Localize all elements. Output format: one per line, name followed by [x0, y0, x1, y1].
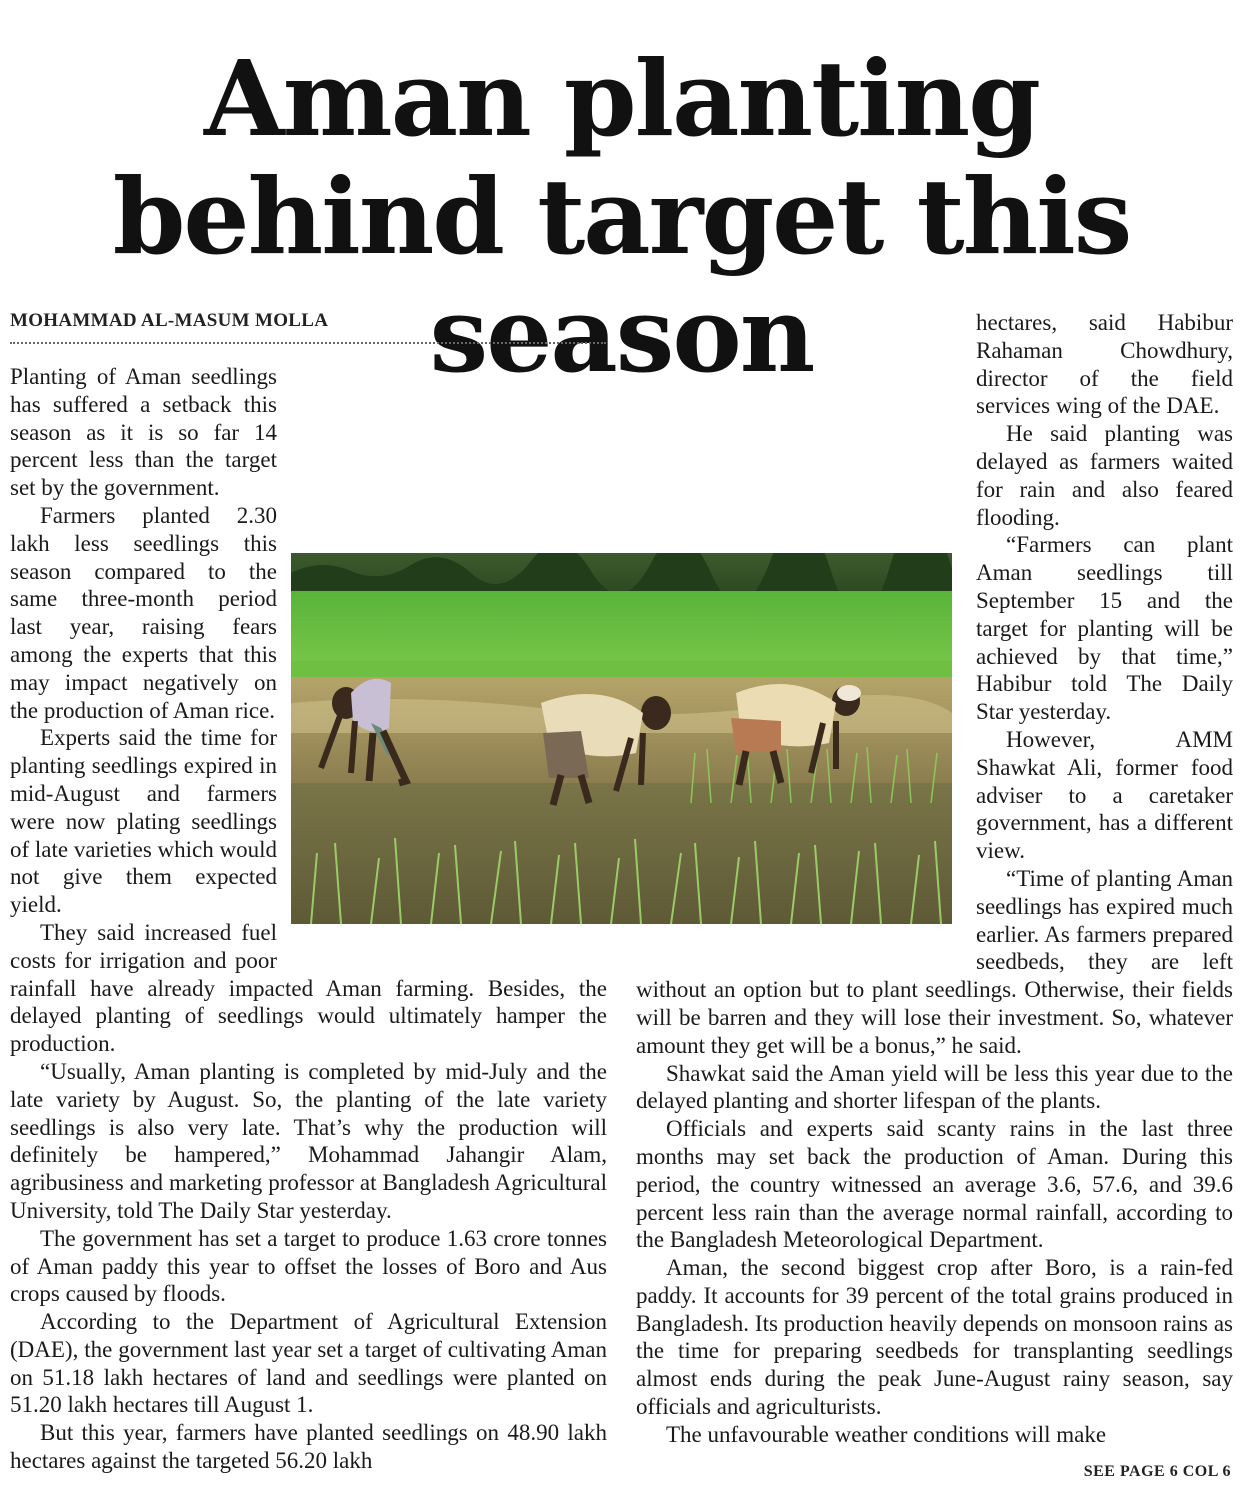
headline: Aman planting behind target this season [112, 37, 1131, 396]
paragraph: The government has set a target to produce 1.63 crore tonnes of Aman paddy this year to offset the losses of Boro and Aus crops caused by floods. [10, 1225, 607, 1307]
paragraph: Farmers planted 2.30 lakh less seedlings this season compared to the same three-month period last year, raising fears among the experts that this may impact negatively on the production of Aman rice. [10, 502, 277, 723]
paragraph: They said increased fuel costs for irrigation and poor rainfall have already impacted Aman farming. Besides, the delayed planting of seedlings would ultimately hamper the production. [10, 919, 607, 1057]
continuation-note: SEE PAGE 6 COL 6 [1083, 1463, 1231, 1480]
paragraph: But this year, farmers have planted seedlings on 48.90 lakh hectares against the targeted 56.20 lakh [10, 1420, 607, 1474]
paragraph: He said planting was delayed as farmers waited for rain and also feared flooding. [976, 421, 1233, 530]
paragraph: “Time of planting Aman seedlings has expired much earlier. As farmers prepared seedbeds, they are left without an option but to plant seedlings. Otherwise, their fields will be barren and they will lose their investment. So, whatever amount they get will be a bonus,” he said. [636, 865, 1233, 1058]
paragraph: Experts said the time for planting seedlings expired in mid-August and farmers were now plating seedlings of late varieties which would not give them expected yield. [10, 725, 277, 918]
paragraph: Officials and experts said scanty rains in the last three months may set back the production of Aman. During this period, the country witnessed an average 3.6, 57.6, and 39.6 percent less rain than the average normal rainfall, according to the Bangladesh Meteorological Department. [636, 1116, 1233, 1253]
paragraph: The unfavourable weather conditions will make [666, 1421, 1107, 1447]
paragraph: Planting of Aman seedlings has suffered a setback this season as it is so far 14 percent less than the target set by the government. [10, 364, 277, 501]
paragraph: According to the Department of Agricultural Extension (DAE), the government last year set a target of cultivating Aman on 51.18 lakh hectares of land and seedlings were planted on 51.20 lakh hectares till August 1. [10, 1309, 607, 1418]
paragraph: Aman, the second biggest crop after Boro, is a rain-fed paddy. It accounts for 39 percent of the total grains produced in Bangladesh. Its production heavily depends on monsoon rains as the time for preparing seedbeds for transplanting seedlings almost ends during the peak June-August rainy season, say officials and agriculturists. [636, 1255, 1233, 1420]
paragraph: Shawkat said the Aman yield will be less this year due to the delayed planting and shorter lifespan of the plants. [636, 1060, 1233, 1114]
paragraph: “Farmers can plant Aman seedlings till September 15 and the target for planting will be achieved by that time,” Habibur told The Daily Star yesterday. [976, 532, 1233, 725]
byline: MOHAMMAD AL-MASUM MOLLA [10, 310, 606, 344]
paragraph: “Usually, Aman planting is completed by mid-July and the late variety by August. So, the planting of the late variety seedlings is also very late. That’s why the production will definitely be hampered,” Mohammad Jahangir Alam, agribusiness and marketing professor at Bangladesh Agricultural University, told The Daily Star yesterday. [10, 1058, 607, 1223]
paragraph: hectares, said Habibur Rahaman Chowdhury, director of the field services wing of the DAE. [976, 310, 1233, 419]
rice-field-photo [291, 553, 952, 924]
paragraph: However, AMM Shawkat Ali, former food adviser to a caretaker government, has a different view. [976, 726, 1233, 864]
